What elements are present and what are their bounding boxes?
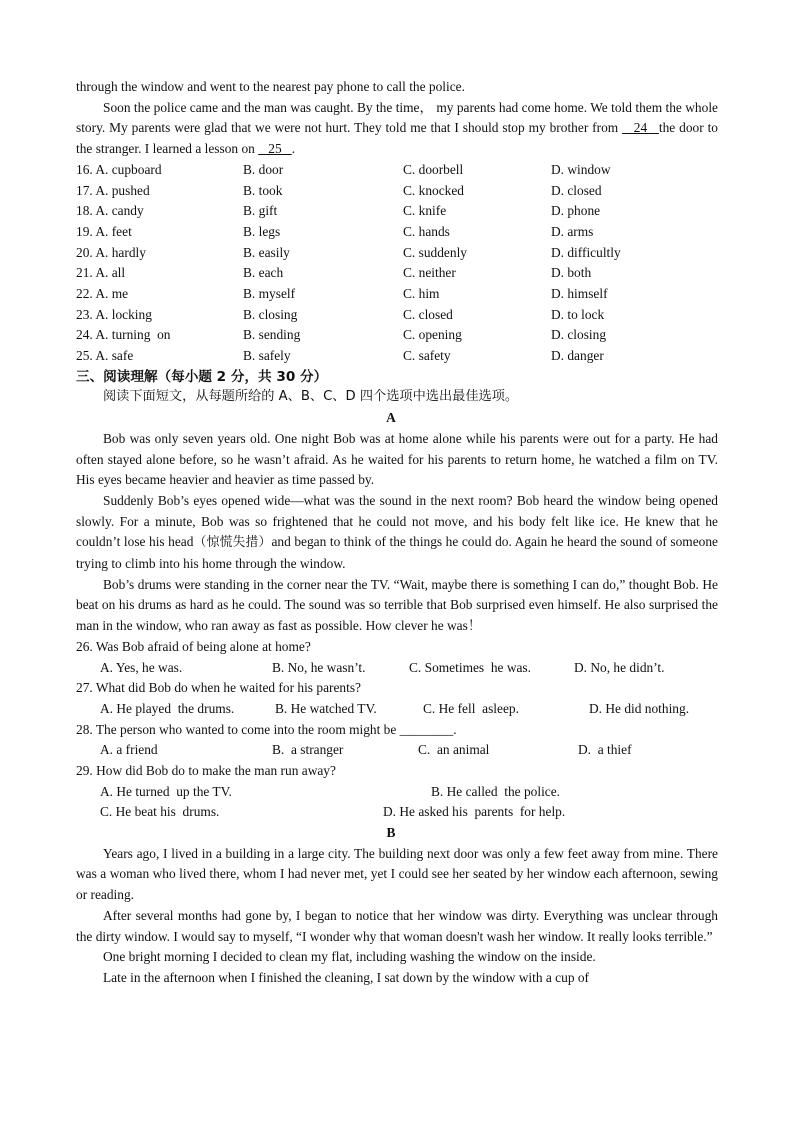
passage-a-paragraph-1: Bob was only seven years old. One night Bob was at home alone while his parents were out for a party. He had often stayed alone before, so he wasn’t afraid. As he waited for his parents to return home, he watched a film on TV. His eyes became heavier and heavier as time passed by. bbox=[76, 430, 718, 488]
option-row-23: 23. A. locking B. closing C. closed D. to lock bbox=[76, 306, 605, 322]
exam-page bbox=[76, 77, 718, 989]
blank-25: 25 bbox=[258, 141, 292, 157]
option-row-18: 18. A. candy B. gift C. knife D. phone bbox=[76, 203, 601, 219]
option-row-20: 20. A. hardly B. easily C. suddenly D. difficultly bbox=[76, 244, 621, 260]
intro-paragraph: Soon the police came and the man was caught. By the time， my parents had come home. We told them the whole story. My parents were glad that we were not hurt. They told me that I should stop my brother from 24 the door to the stranger. I learned a lesson on 25 . bbox=[76, 99, 718, 157]
passage-a-paragraph-2: Suddenly Bob’s eyes opened wide—what was the sound in the next room? Bob heard the window being opened slowly. For a minute, Bob was so frightened that he could not move, and his body felt like ice. He knew that he couldn’t lose his head（惊慌失措）and began to think of the things he could do. Again he heard the sound of someone trying to climb into his home through the window. bbox=[76, 492, 719, 572]
section-instruction: 阅读下面短文，从每题所给的 A、B、C、D 四个选项中选出最佳选项。 bbox=[103, 389, 519, 405]
blank-24: 24 bbox=[622, 120, 659, 136]
option-row-19: 19. A. feet B. legs C. hands D. arms bbox=[76, 223, 594, 239]
question-options: A. Yes, he was. B. No, he wasn’t. C. Sometimes he was. D. No, he didn’t. bbox=[100, 659, 665, 675]
option-row-21: 21. A. all B. each C. neither D. both bbox=[76, 265, 592, 281]
question-26 bbox=[76, 637, 718, 678]
question-stem: 29. How did Bob do to make the man run away? bbox=[76, 763, 336, 778]
question-options: C. He beat his drums. D. He asked his parents for help. bbox=[100, 804, 566, 820]
passage-b-paragraph-1: Years ago, I lived in a building in a large city. The building next door was only a few feet away from mine. There was a woman who lived there, whom I had never met, yet I could see her seated by her window each afternoon, sewing or reading. bbox=[76, 845, 718, 903]
question-stem: 28. The person who wanted to come into the room might be ________. bbox=[76, 721, 457, 737]
intro-line: through the window and went to the nearest pay phone to call the police. bbox=[76, 79, 465, 94]
passage-b-paragraph-4: Late in the afternoon when I finished the cleaning, I sat down by the window with a cup of bbox=[103, 970, 590, 985]
question-options: A. He played the drums. B. He watched TV. C. He fell asleep. D. He did nothing. bbox=[100, 700, 690, 716]
section-heading: 三、阅读理解（每小题 2 分，共 30 分） bbox=[76, 368, 328, 385]
passage-a-title: A bbox=[386, 410, 396, 426]
question-stem: 26. Was Bob afraid of being alone at home? bbox=[76, 638, 311, 654]
passage-b-paragraph-2: After several months had gone by, I began to notice that her window was dirty. Everything was unclear through the dirty window. I would say to myself, “I wonder why that woman doesn't wash her window. It really looks terrible.” bbox=[76, 907, 718, 944]
option-row-16: 16. A. cupboard B. door C. doorbell D. window bbox=[76, 161, 611, 177]
question-options: A. He turned up the TV. B. He called the police. bbox=[100, 783, 561, 799]
option-row-22: 22. A. me B. myself C. him D. himself bbox=[76, 285, 608, 301]
option-row-25: 25. A. safe B. safely C. safety D. danger bbox=[76, 348, 604, 363]
question-28 bbox=[76, 720, 718, 761]
question-stem: 27. What did Bob do when he waited for his parents? bbox=[76, 680, 361, 696]
question-options: A. a friend B. a stranger C. an animal D. a thief bbox=[100, 742, 632, 758]
option-row-17: 17. A. pushed B. took C. knocked D. closed bbox=[76, 182, 602, 198]
question-27 bbox=[76, 678, 718, 719]
passage-b-paragraph-3: One bright morning I decided to clean my flat, including washing the window on the inside. bbox=[103, 949, 596, 965]
option-row-24: 24. A. turning on B. sending C. opening D. closing bbox=[76, 327, 607, 343]
question-29 bbox=[76, 761, 718, 823]
passage-a-paragraph-3: Bob’s drums were standing in the corner near the TV. “Wait, maybe there is something I can do,” thought Bob. He beat on his drums as hard as he could. The sound was so terrible that Bob surprised even himself. He also surprised the man in the window, who ran away as fast as possible. How clever he was！ bbox=[76, 576, 718, 634]
cloze-options bbox=[76, 160, 718, 367]
passage-b-title: B bbox=[386, 825, 396, 841]
